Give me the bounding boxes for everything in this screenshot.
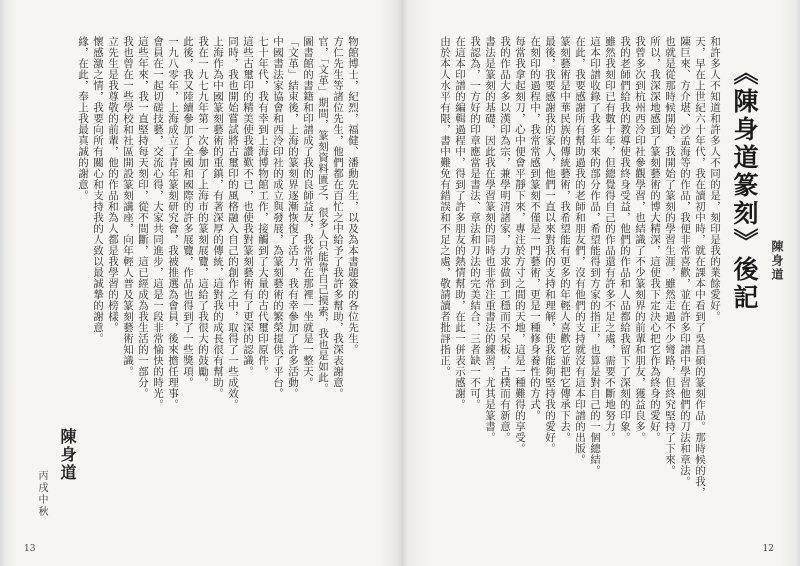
text-column: 官，「文革」期間，篆刻資料匱乏，很多人只能靠自己摸索，我也是如此。 (317, 36, 329, 394)
afterword-title: 《陳身道篆刻》後記 (730, 60, 759, 312)
left-page-text (30, 36, 360, 456)
author-name: 陳身道 (770, 240, 784, 282)
text-column: 上海作為中國篆刻藝術的重鎮，有著深厚的傳統，這對我的成長很有幫助。 (212, 36, 224, 399)
text-column: 雖然我刻印已有數十年，但總覺得自己的作品還有許多不足之處，需要不斷地努力。 (604, 36, 616, 443)
text-column: 在刻印的過程中，我常常感到篆刻不僅是一門藝術，更是一種修身養性的方式。 (529, 36, 541, 421)
text-column: 書法是篆刻的基礎，因此我在學習篆刻的同時也非常注重書法的練習，尤其是篆書。 (484, 36, 496, 443)
text-column: 此後，我又陸續參加了全國和國際的許多展覽，作品也得到了一些獎項。 (182, 36, 194, 388)
text-column: 在這本印譜的編輯過程中，得到了許多朋友的熱情幫助，在此一併表示感謝。 (454, 36, 466, 410)
text-column: 我的作品大多以漢印為宗，兼學明清諸家，力求做到工穩而不呆板，古樸而有新意。 (499, 36, 511, 443)
text-column: 這些古璽印的精美使我讚歎不已，也使我對篆刻藝術有了更深的認識。 (242, 36, 254, 377)
page-number-left: 13 (24, 544, 36, 554)
text-column: 立先生是我尊敬的前輩，他的作品和為人都是我學習的榜樣。 (107, 36, 119, 333)
text-column: 我的老師們給我的教導使我終身受益，他們的作品和人品都給我留下了深刻的印象。 (619, 36, 631, 443)
text-column: 圖書館的書籍和印譜成了我的良師益友，我常常在那裡一坐就是一整天。 (302, 36, 314, 388)
text-column: 一九八零年，上海成立了青年篆刻研究會，我被推選為會員，後來擔任理事。 (167, 36, 179, 410)
text-column: 緣，在此，奉上我最真誠的謝意。 (77, 36, 89, 201)
text-column: 「文革」結束後，上海的篆刻界逐漸恢復了活力，我有幸參加了許多活動。 (287, 36, 299, 399)
text-column: 這些年來，我一直堅持每天刻印，從不間斷，這已經成為我生活的一部分。 (137, 36, 149, 399)
text-column: 我認為，一方好的印章應當是書法、章法和刀法的完美結合，三者缺一不可。 (469, 36, 481, 410)
text-column: 懷感激之情，我要向所有關心和支持我的人致以最誠摯的謝意。 (92, 36, 104, 344)
text-column: 中國書法家協會和西泠印社的成立與發展，為篆刻藝術的繁榮提供了平台。 (272, 36, 284, 399)
text-column: 七十年代，我有幸到上海博物館工作，接觸到了大量的古代璽印原件。 (257, 36, 269, 377)
text-column: 物館博士，紀烈，福健、潘勳先生，以及為本書題簽的各位先生。 (347, 36, 359, 355)
text-column: 和許多人不知道和許多人不同的是，刻印是我的業餘愛好。 (709, 36, 721, 322)
text-column: 也就是從那時候開始，我開始了篆刻的學習生涯，雖然走過不少彎路，但終究堅持了下來。 (664, 36, 676, 476)
text-column: 最後，我要感謝我的家人，他們一直以來對我的支持和理解，使我能夠堅持我的愛好。 (544, 36, 556, 454)
text-column: 每當我拿起刻刀，心中便會平靜下來，專注於方寸之間的天地，這是一種難得的享受。 (514, 36, 526, 454)
signature: 陳身道 (58, 428, 77, 482)
text-column: 方仁先生等諸位先生，他們都在百忙之中給予了我許多幫助，我深表謝意。 (332, 36, 344, 399)
text-column: 天，早在上世紀六十年代，我在讀初中時，就在課本中看到了吳昌碩的篆刻作品。那時候的我， (694, 36, 706, 498)
text-column: 我曾多次到杭州西泠印社參觀學習，也結識了不少篆刻界的前輩和朋友，獲益良多。 (634, 36, 646, 443)
text-column: 所以，我深深地感到了篆刻藝術的博大精深，這使我下定決心把它作為終身的愛好。 (649, 36, 661, 443)
text-column: 我也曾在一些學校和社區開設篆刻講座，向年輕人普及篆刻藝術知識。 (122, 36, 134, 377)
text-column: 在此，我要感謝所有幫助過我的老師和朋友們，沒有他們的支持就沒有這本印譜的出版。 (574, 36, 586, 465)
right-page (402, 0, 800, 566)
page-number-right: 12 (762, 544, 774, 554)
date-text: 丙戌中秋 (36, 470, 47, 518)
text-column: 陳巨來、方介堪、沙孟海等的作品，我便非常喜歡，並在許多印譜中學習他們的刀法和章法。 (679, 36, 691, 487)
text-column: 我在一九七九年第一次參加了上海市的篆刻展覽，這給了我很大的鼓勵。 (197, 36, 209, 388)
text-column: 由於本人水平有限，書中難免有錯誤和不足之處，敬請讀者批評指正。 (439, 36, 451, 377)
text-column: 會員在一起切磋技藝，交流心得，大家共同進步，這是一段非常愉快的時光。 (152, 36, 164, 410)
right-page-text (422, 36, 722, 506)
text-column: 這本印譜收錄了我多年來的部分作品，希望能得到方家的指正，也算是對自己的一個總結。 (589, 36, 601, 476)
text-column: 同時，我也開始嘗試將古璽印的風格融入自己的創作之中，取得了一些成效。 (227, 36, 239, 410)
text-column: 篆刻藝術是中華民族的傳統藝術，我希望能有更多的年輕人喜歡它並把它傳承下去。 (559, 36, 571, 443)
